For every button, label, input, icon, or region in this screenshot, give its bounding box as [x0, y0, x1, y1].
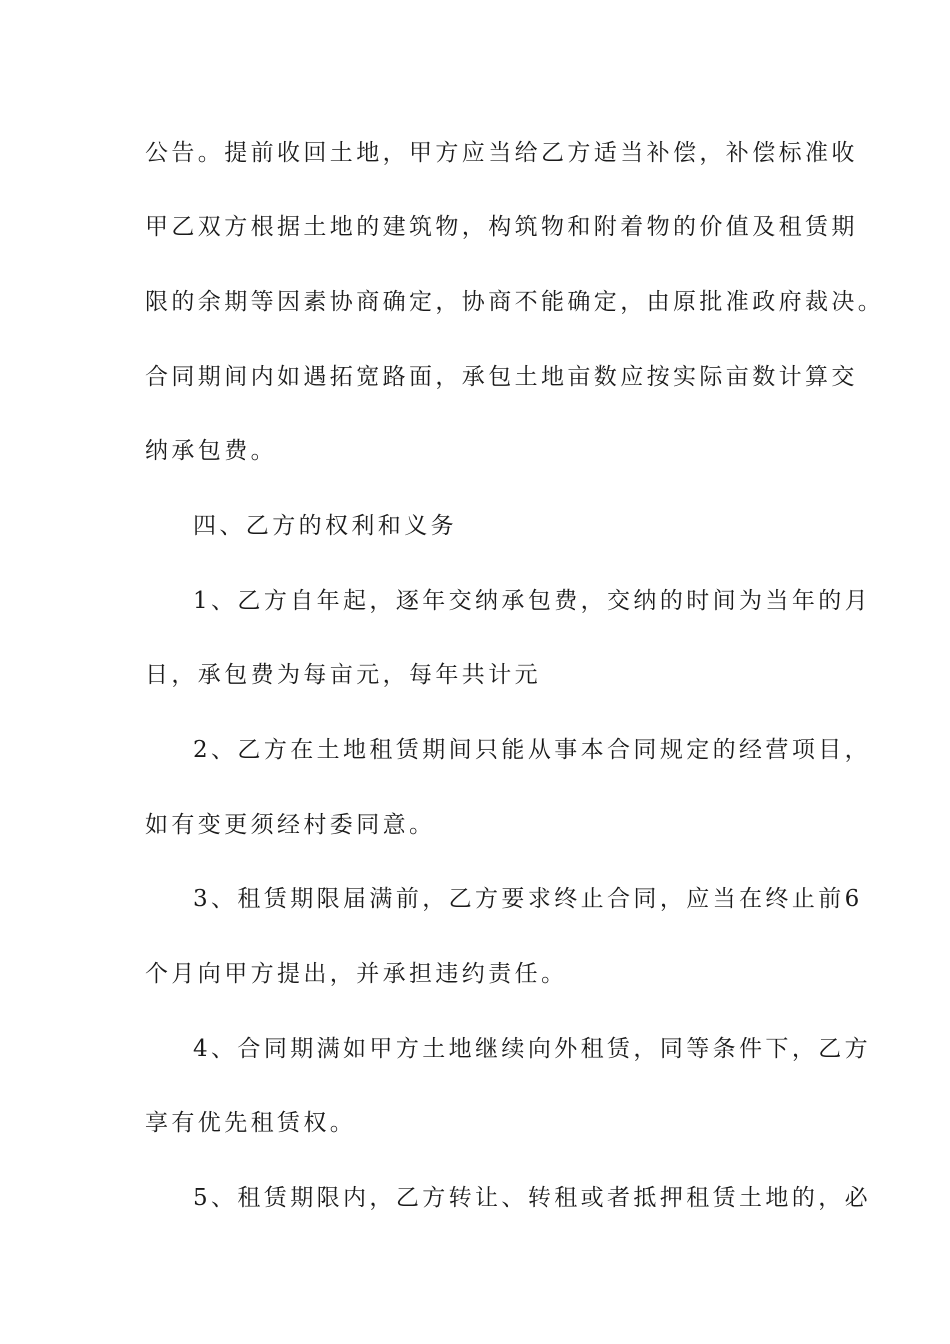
- clause-5-line: 5、租赁期限内，乙方转让、转租或者抵押租赁土地的，必: [193, 1185, 872, 1211]
- text-line: 如有变更须经村委同意。: [145, 812, 436, 838]
- text-line: 享有优先租赁权。: [145, 1110, 357, 1136]
- clause-3-line: 3、租赁期限届满前，乙方要求终止合同，应当在终止前6: [193, 886, 863, 912]
- section-heading: 四、乙方的权利和义务: [193, 513, 457, 539]
- text-line: 合同期间内如遇拓宽路面，承包土地亩数应按实际亩数计算交: [145, 364, 858, 390]
- text-line: 个月向甲方提出，并承担违约责任。: [145, 961, 568, 987]
- clause-4-line: 4、合同期满如甲方土地继续向外租赁，同等条件下，乙方: [193, 1036, 872, 1062]
- text-line: 公告。提前收回土地，甲方应当给乙方适当补偿，补偿标准收: [145, 140, 858, 166]
- text-line: 日，承包费为每亩元，每年共计元: [145, 662, 541, 688]
- clause-1-line: 1、乙方自年起，逐年交纳承包费，交纳的时间为当年的月: [193, 588, 872, 614]
- text-line: 纳承包费。: [145, 438, 277, 464]
- clause-2-line: 2、乙方在土地租赁期间只能从事本合同规定的经营项目，: [193, 737, 872, 763]
- text-line: 限的余期等因素协商确定，协商不能确定，由原批准政府裁决。: [145, 289, 885, 315]
- text-line: 甲乙双方根据土地的建筑物，构筑物和附着物的价值及租赁期: [145, 214, 858, 240]
